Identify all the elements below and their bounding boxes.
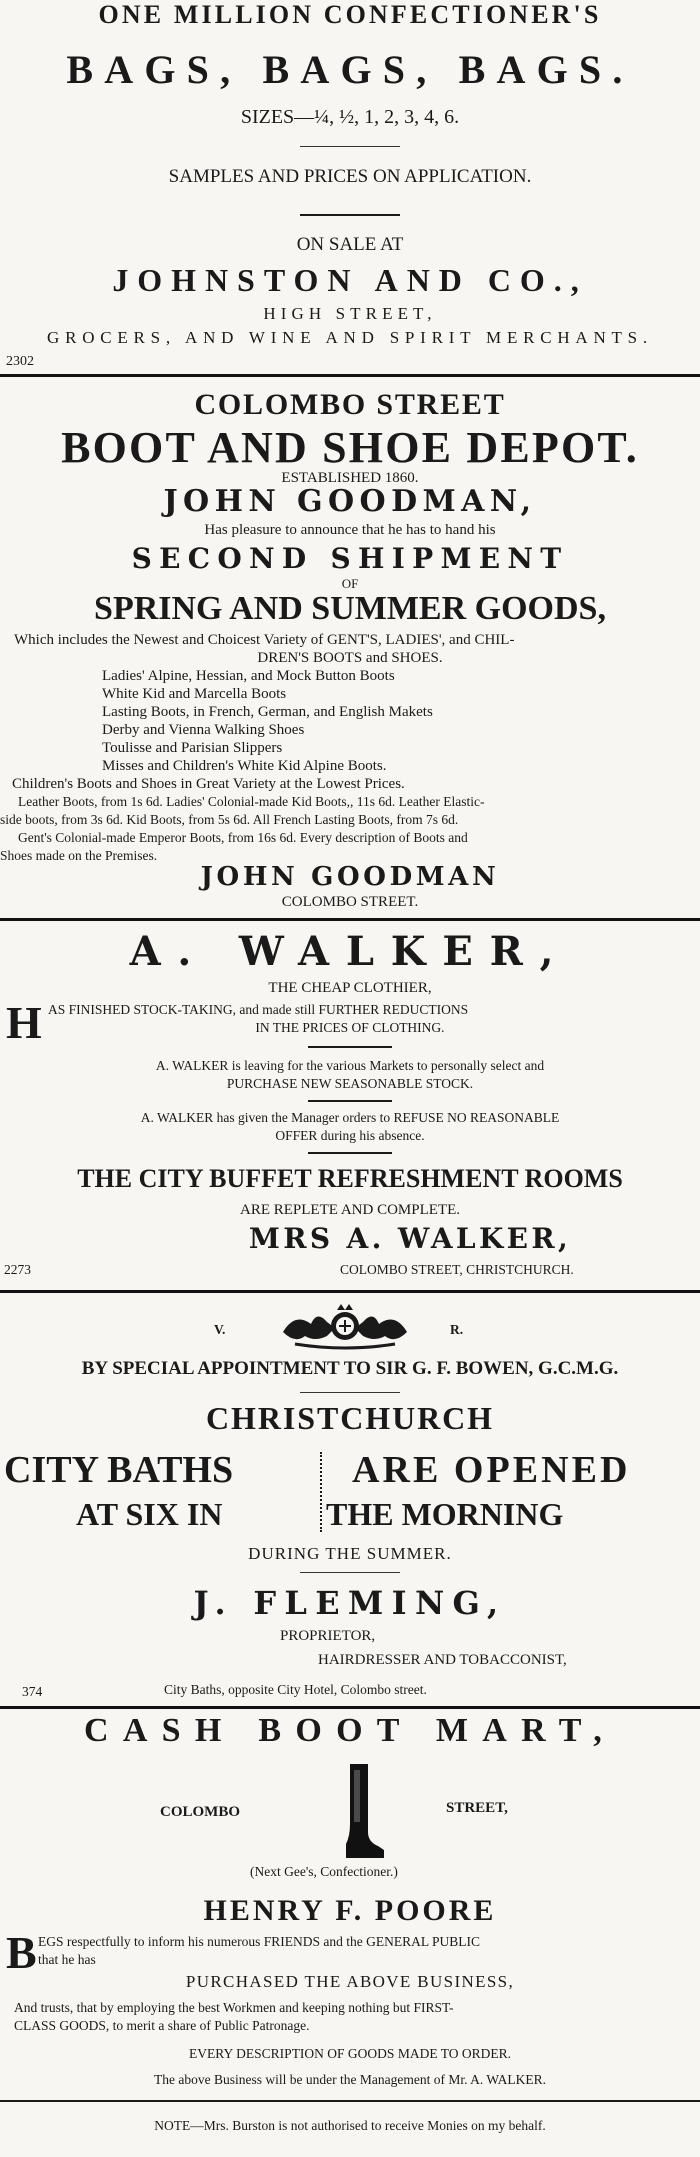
ad5-name: HENRY F. POORE xyxy=(203,1894,497,1927)
ad3-name: A. WALKER, xyxy=(129,928,571,975)
ad5-trusts-2: CLASS GOODS, to merit a share of Public Patronage. xyxy=(14,2018,310,2033)
ad2-gents-1: Gent's Colonial-made Emperor Boots, from 16s 6d. Every description of Boots and xyxy=(18,830,468,845)
ad5-next: (Next Gee's, Confectioner.) xyxy=(250,1864,398,1879)
list-item: Toulisse and Parisian Slippers xyxy=(102,740,283,756)
section-rule xyxy=(0,1706,700,1709)
ad2-name: JOHN GOODMAN, xyxy=(163,484,537,519)
ad1-street: HIGH STREET, xyxy=(263,304,437,323)
ad5-begs-1: EGS respectfully to inform his numerous FRIENDS and the GENERAL PUBLIC xyxy=(38,1934,480,1949)
list-item: Derby and Vienna Walking Shoes xyxy=(102,722,305,738)
list-item: Misses and Children's White Kid Alpine Boots. xyxy=(102,758,387,774)
ad4-trade: HAIRDRESSER AND TOBACCONIST, xyxy=(318,1652,567,1668)
ad5-begs-2: that he has xyxy=(38,1952,96,1967)
ad1-trade: GROCERS, AND WINE AND SPIRIT MERCHANTS. xyxy=(47,328,653,347)
ad4-during: DURING THE SUMMER. xyxy=(248,1544,452,1563)
ad3-stock-2: IN THE PRICES OF CLOTHING. xyxy=(255,1020,445,1035)
divider xyxy=(300,1392,400,1393)
ad4-at-six: AT SIX IN xyxy=(76,1496,223,1532)
ad5-title: CASH BOOT MART, xyxy=(84,1712,616,1749)
ad2-street: COLOMBO STREET xyxy=(194,388,506,421)
ad3-mrs: MRS A. WALKER, xyxy=(248,1222,572,1255)
ad1-sizes: SIZES—¼, ½, 1, 2, 3, 4, 6. xyxy=(240,106,460,128)
ad4-christchurch: CHRISTCHURCH xyxy=(206,1400,494,1436)
ad1-headline: ONE MILLION CONFECTIONER'S xyxy=(98,0,602,29)
section-rule xyxy=(0,374,700,377)
ad1-on-sale: ON SALE AT xyxy=(296,234,404,255)
ad4-name: J. FLEMING, xyxy=(193,1584,507,1622)
ad2-sign-street: COLOMBO STREET. xyxy=(281,894,419,910)
ad3-ref: 2273 xyxy=(4,1262,31,1277)
ad5-every: EVERY DESCRIPTION OF GOODS MADE TO ORDER. xyxy=(189,2046,511,2061)
ad2-of: OF xyxy=(341,576,359,591)
ad5-street: STREET, xyxy=(446,1800,508,1816)
ad2-gents-2: Shoes made on the Premises. xyxy=(0,848,158,863)
ad2-established: ESTABLISHED 1860. xyxy=(281,470,419,486)
ad5-purchased: PURCHASED THE ABOVE BUSINESS, xyxy=(185,1972,515,1991)
ad2-announce: Has pleasure to announce that he has to hand his xyxy=(204,522,496,538)
ad2-title: BOOT AND SHOE DEPOT. xyxy=(61,423,639,472)
section-rule xyxy=(0,918,700,921)
list-item: Lasting Boots, in French, German, and English Makets xyxy=(102,704,433,720)
ad4-address: City Baths, opposite City Hotel, Colombo street. xyxy=(164,1682,427,1697)
ad3-manager-2: OFFER during his absence. xyxy=(275,1128,425,1143)
ad4-v: V. xyxy=(214,1322,226,1337)
ad3-manager-1: A. WALKER has given the Manager orders to REFUSE NO REASONABLE xyxy=(140,1110,560,1125)
ad3-stock-1: AS FINISHED STOCK-TAKING, and made still FURTHER REDUCTIONS xyxy=(48,1002,469,1017)
ad4-are-opened: ARE OPENED xyxy=(352,1449,631,1491)
ad3-leaving-1: A. WALKER is leaving for the various Markets to personally select and xyxy=(155,1058,545,1073)
section-rule xyxy=(0,2100,700,2102)
ad2-leather-1: Leather Boots, from 1s 6d. Ladies' Colonial-made Kid Boots,, 11s 6d. Leather Elastic- xyxy=(18,794,485,809)
ad2-includes-1: Which includes the Newest and Choicest Variety of GENT'S, LADIES', and CHIL- xyxy=(14,632,515,648)
ad3-buffet: THE CITY BUFFET REFRESHMENT ROOMS xyxy=(77,1164,623,1193)
ad1-firm: JOHNSTON AND CO., xyxy=(112,262,588,298)
ad2-includes-2: DREN'S BOOTS and SHOES. xyxy=(257,650,443,666)
riding-boot-icon xyxy=(338,1762,388,1862)
ad3-replete: ARE REPLETE AND COMPLETE. xyxy=(240,1202,460,1218)
list-item: Ladies' Alpine, Hessian, and Mock Button Boots xyxy=(102,668,395,684)
list-item: White Kid and Marcella Boots xyxy=(102,686,287,702)
ad2-shipment: SECOND SHIPMENT xyxy=(131,542,569,575)
ad4-ref: 374 xyxy=(22,1684,43,1699)
ad5-note: NOTE—Mrs. Burston is not authorised to receive Monies on my behalf. xyxy=(154,2118,546,2133)
divider xyxy=(300,1572,400,1573)
ad4-appointment: BY SPECIAL APPOINTMENT TO SIR G. F. BOWEN, G.C.M.G. xyxy=(81,1358,619,1379)
ad5-dropcap: B xyxy=(6,1927,37,1978)
divider xyxy=(300,214,400,216)
ad3-dropcap: H xyxy=(6,997,42,1048)
ad3-address: COLOMBO STREET, CHRISTCHURCH. xyxy=(340,1262,574,1277)
ad4-r: R. xyxy=(450,1322,464,1337)
royal-coat-of-arms-icon xyxy=(275,1302,415,1350)
ad1-samples: SAMPLES AND PRICES ON APPLICATION. xyxy=(168,166,532,187)
ad5-trusts-1: And trusts, that by employing the best Workmen and keeping nothing but FIRST- xyxy=(14,2000,454,2015)
ad5-colombo: COLOMBO xyxy=(160,1804,241,1820)
divider xyxy=(308,1046,392,1048)
ad4-city-baths: CITY BATHS xyxy=(4,1449,234,1491)
ad2-sign-name: JOHN GOODMAN xyxy=(200,862,500,892)
ad3-subtitle: THE CHEAP CLOTHIER, xyxy=(268,980,432,996)
ad5-management: The above Business will be under the Management of Mr. A. WALKER. xyxy=(154,2072,546,2087)
ad3-leaving-2: PURCHASE NEW SEASONABLE STOCK. xyxy=(226,1076,474,1091)
ad1-title: BAGS, BAGS, BAGS. xyxy=(66,47,634,92)
ad2-children: Children's Boots and Shoes in Great Variety at the Lowest Prices. xyxy=(12,776,405,792)
divider xyxy=(308,1152,392,1154)
section-rule xyxy=(0,1290,700,1293)
ad4-proprietor: PROPRIETOR, xyxy=(280,1628,376,1644)
ad4-the-morning: THE MORNING xyxy=(326,1496,564,1532)
ad2-goods: SPRING AND SUMMER GOODS, xyxy=(94,590,606,627)
divider xyxy=(308,1100,392,1102)
ad2-leather-2: side boots, from 3s 6d. Kid Boots, from 5s 6d. All French Lasting Boots, from 7s 6d. xyxy=(0,812,459,827)
divider xyxy=(300,146,400,147)
ad1-ref: 2302 xyxy=(6,354,34,369)
